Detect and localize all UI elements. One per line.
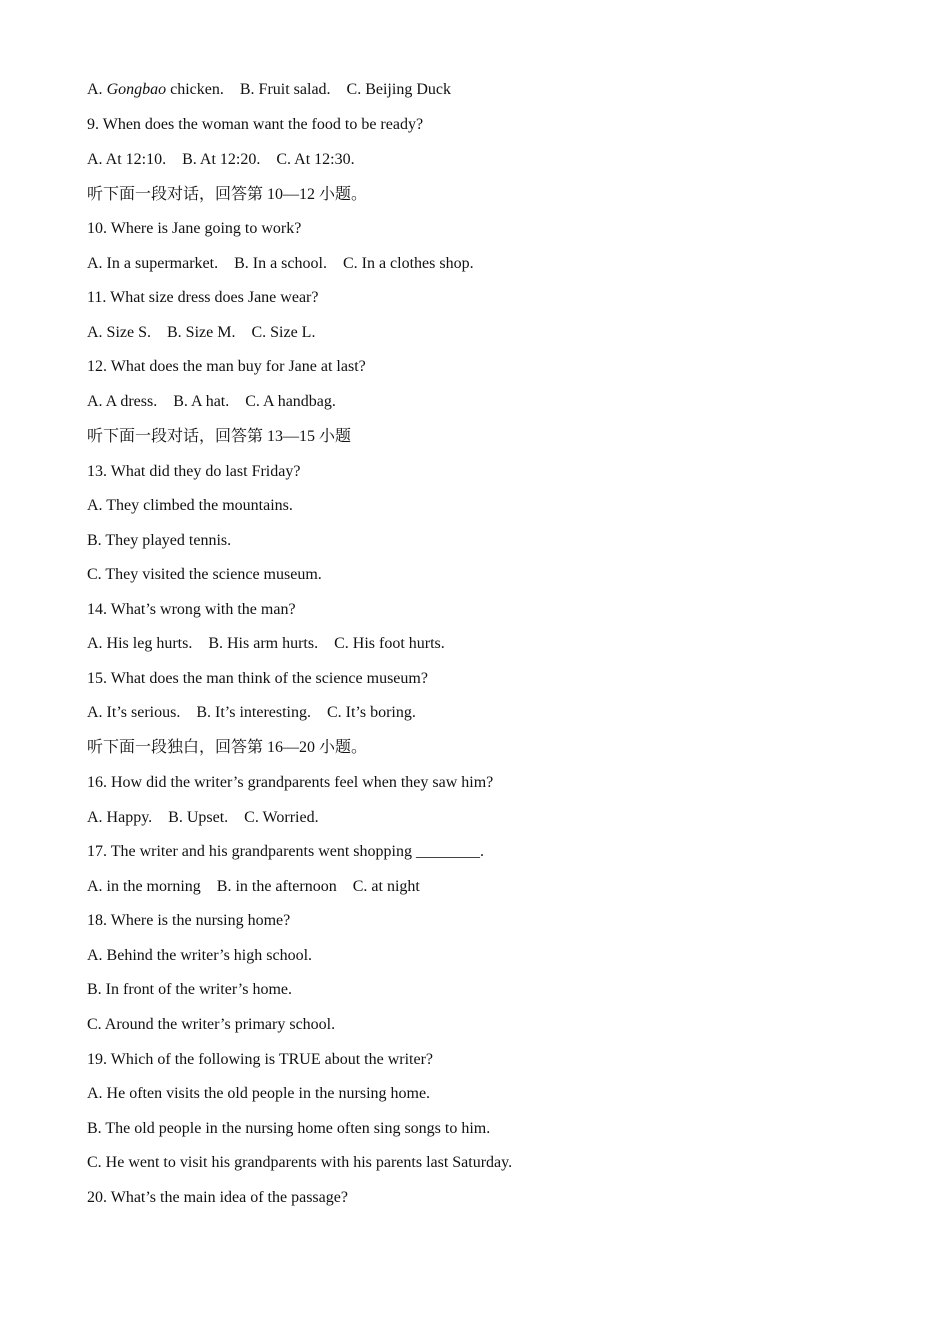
question-line: 17. The writer and his grandparents went shopping ________. xyxy=(87,843,484,860)
question-line: 18. Where is the nursing home? xyxy=(87,912,291,929)
question-line: 20. What’s the main idea of the passage? xyxy=(87,1189,348,1206)
section-instruction: 听下面一段对话，回答第 10—12 小题。 xyxy=(87,186,368,203)
question-line: 19. Which of the following is TRUE about the writer? xyxy=(87,1051,434,1068)
question-line: 9. When does the woman want the food to be ready? xyxy=(87,116,424,133)
question-line: 15. What does the man think of the science museum? xyxy=(87,670,428,687)
question-line: 12. What does the man buy for Jane at last? xyxy=(87,358,366,375)
option-line: A. in the morning B. in the afternoon C. at night xyxy=(87,878,420,895)
option-line: B. They played tennis. xyxy=(87,532,232,549)
option-line: A. Behind the writer’s high school. xyxy=(87,947,313,964)
question-line: 16. How did the writer’s grandparents feel when they saw him? xyxy=(87,774,494,791)
option-line: A. He often visits the old people in the nursing home. xyxy=(87,1085,431,1102)
option-line: B. In front of the writer’s home. xyxy=(87,981,292,998)
option-line: A. In a supermarket. B. In a school. C. In a clothes shop. xyxy=(87,255,474,272)
question-line: 11. What size dress does Jane wear? xyxy=(87,289,319,306)
option-prefix: A. xyxy=(87,81,107,98)
option-line: B. The old people in the nursing home often sing songs to him. xyxy=(87,1120,491,1137)
option-line: A. A dress. B. A hat. C. A handbag. xyxy=(87,393,336,410)
option-line xyxy=(87,80,451,100)
option-line: A. Happy. B. Upset. C. Worried. xyxy=(87,809,319,826)
question-line: 10. Where is Jane going to work? xyxy=(87,220,302,237)
option-line: C. Around the writer’s primary school. xyxy=(87,1016,336,1033)
option-line: A. Size S. B. Size M. C. Size L. xyxy=(87,324,316,341)
option-line: A. His leg hurts. B. His arm hurts. C. His foot hurts. xyxy=(87,635,445,652)
question-line: 14. What’s wrong with the man? xyxy=(87,601,296,618)
section-instruction: 听下面一段对话，回答第 13—15 小题 xyxy=(87,428,352,445)
option-suffix: chicken. B. Fruit salad. C. Beijing Duck xyxy=(166,81,451,98)
option-line: A. They climbed the mountains. xyxy=(87,497,293,514)
section-instruction: 听下面一段独白，回答第 16—20 小题。 xyxy=(87,739,368,756)
option-line: C. He went to visit his grandparents with his parents last Saturday. xyxy=(87,1154,513,1171)
question-line: 13. What did they do last Friday? xyxy=(87,463,301,480)
option-italic-term: Gongbao xyxy=(106,81,167,98)
option-line: A. At 12:10. B. At 12:20. C. At 12:30. xyxy=(87,151,355,168)
option-line: A. It’s serious. B. It’s interesting. C. It’s boring. xyxy=(87,704,416,721)
option-line: C. They visited the science museum. xyxy=(87,566,322,583)
